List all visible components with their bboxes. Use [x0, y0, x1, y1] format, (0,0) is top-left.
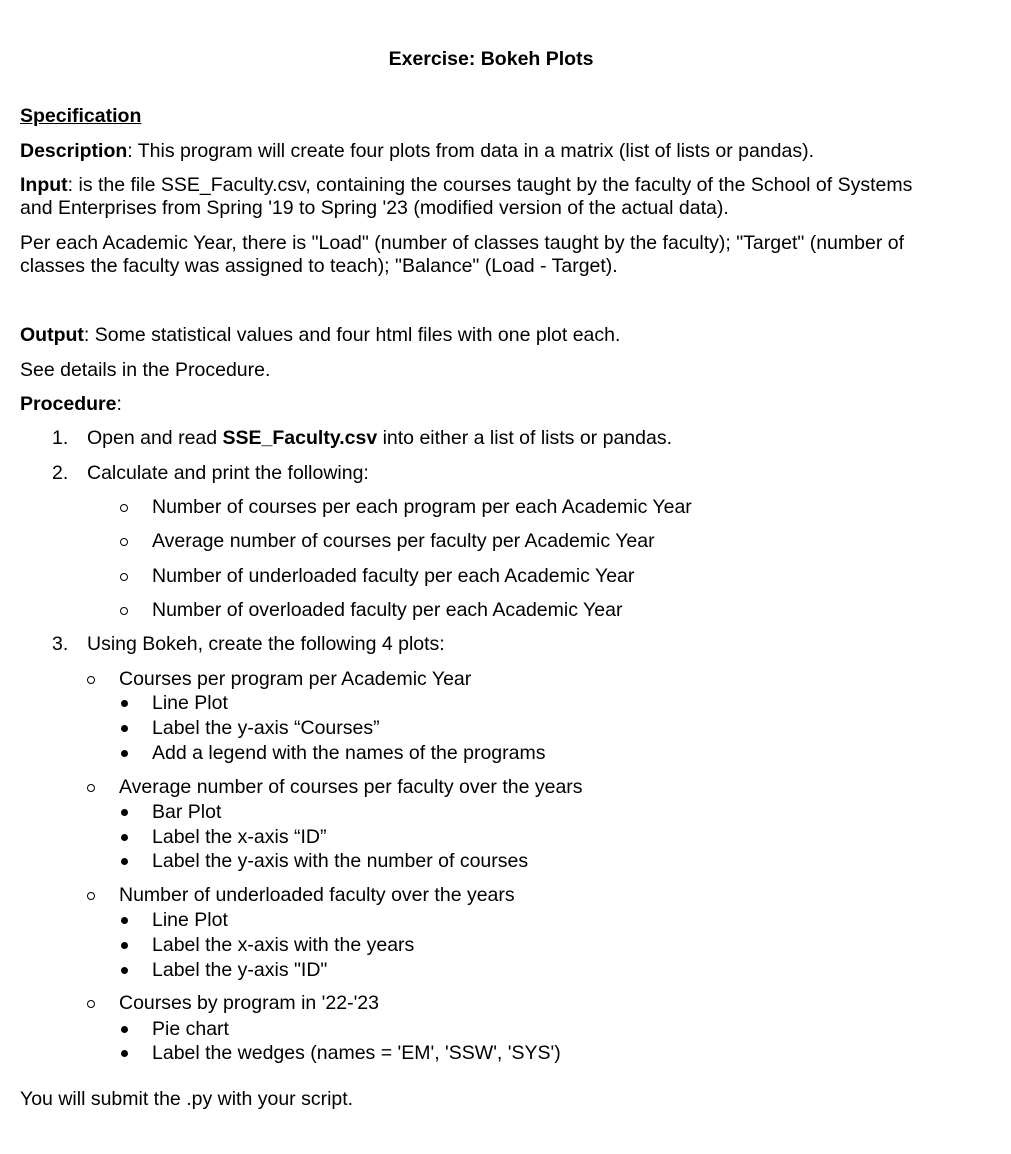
bullet-icon [121, 750, 128, 757]
specification-heading: Specification [20, 105, 142, 127]
bullet-icon [121, 700, 128, 707]
procedure-step-2: 2. Calculate and print the following: [52, 462, 369, 484]
bullet-icon [121, 917, 128, 924]
circle-bullet-icon [120, 538, 128, 546]
bullet-icon [121, 1026, 128, 1033]
bullet-icon [121, 725, 128, 732]
list-item: Pie chart [152, 1017, 229, 1041]
list-item: Label the y-axis with the number of courses [152, 849, 528, 873]
list-item: Line Plot [152, 691, 228, 715]
list-item: Number of overloaded faculty per each Academic Year [152, 599, 622, 622]
input-paragraph: Input: is the file SSE_Faculty.csv, containing the courses taught by the faculty of the School of Systems and Enterprises from Spring '19 to Spring '23 (modified version of the actual data). [20, 174, 913, 219]
list-item: Number of underloaded faculty per each Academic Year [152, 565, 634, 588]
circle-bullet-icon [120, 573, 128, 581]
list-item: Bar Plot [152, 800, 221, 824]
list-item: Label the y-axis “Courses” [152, 716, 380, 740]
output-paragraph: Output: Some statistical values and four html files with one plot each. [20, 324, 621, 346]
list-item: Label the y-axis "ID" [152, 958, 327, 982]
bullet-icon [121, 1050, 128, 1057]
bullet-icon [121, 834, 128, 841]
bullet-icon [121, 858, 128, 865]
list-item: Line Plot [152, 908, 228, 932]
circle-bullet-icon [87, 676, 95, 684]
list-item: Add a legend with the names of the programs [152, 741, 546, 765]
procedure-heading: Procedure: [20, 393, 122, 415]
per-year-paragraph: Per each Academic Year, there is "Load" (number of classes taught by the faculty); "Target" (number of classes the faculty was assigned to teach); "Balance" (Load - Target). [20, 232, 904, 277]
circle-bullet-icon [87, 784, 95, 792]
circle-bullet-icon [120, 504, 128, 512]
bullet-icon [121, 942, 128, 949]
plot-item: Courses per program per Academic Year [119, 668, 471, 691]
see-details-text: See details in the Procedure. [20, 359, 271, 381]
bullet-icon [121, 809, 128, 816]
circle-bullet-icon [87, 1000, 95, 1008]
list-item: Label the wedges (names = 'EM', 'SSW', 'SYS') [152, 1041, 561, 1065]
plot-item: Courses by program in '22-'23 [119, 992, 379, 1015]
circle-bullet-icon [120, 607, 128, 615]
plot-item: Average number of courses per faculty over the years [119, 776, 583, 799]
page-title: Exercise: Bokeh Plots [388, 48, 594, 70]
plot-item: Number of underloaded faculty over the years [119, 884, 515, 907]
bullet-icon [121, 967, 128, 974]
list-item: Label the x-axis with the years [152, 933, 414, 957]
list-item: Number of courses per each program per each Academic Year [152, 496, 692, 519]
submit-text: You will submit the .py with your script. [20, 1088, 354, 1110]
list-item: Label the x-axis “ID” [152, 825, 326, 849]
procedure-step-3: 3. Using Bokeh, create the following 4 plots: [52, 633, 445, 655]
procedure-step-1: 1. Open and read SSE_Faculty.csv into either a list of lists or pandas. [52, 427, 672, 449]
list-item: Average number of courses per faculty per Academic Year [152, 530, 655, 553]
circle-bullet-icon [87, 892, 95, 900]
description-paragraph: Description: This program will create four plots from data in a matrix (list of lists or pandas). [20, 140, 814, 162]
